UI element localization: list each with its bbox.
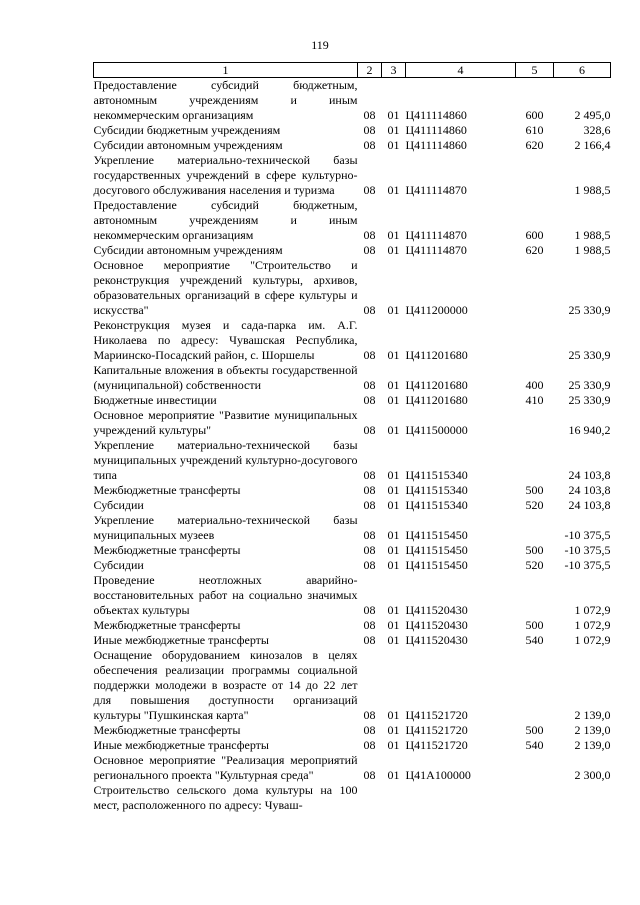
table-body (94, 78, 611, 814)
row-target-article: Ц411515340 (405, 483, 468, 497)
row-section: 08 (363, 633, 376, 647)
row-target-article: Ц411114860 (405, 108, 467, 122)
row-subsection: 01 (387, 558, 400, 572)
row-subsection: 01 (387, 303, 400, 317)
row-name: Межбюджетные трансферты (93, 543, 241, 557)
row-target-article: Ц411515450 (405, 528, 468, 542)
table-row (94, 543, 611, 558)
row-subsection: 01 (387, 603, 400, 617)
row-subsection: 01 (387, 708, 400, 722)
row-subsection: 01 (387, 183, 400, 197)
row-subsection: 01 (387, 633, 400, 647)
row-name: Оснащение оборудованием кинозалов в целях обеспечения реализации программы социальной поддержки молодежи в возрасте от 14 до 22 лет для повышения доступности организаций культуры "Пушкинская карта" (93, 648, 358, 722)
row-expense-type: 600 (525, 228, 544, 242)
row-target-article (406, 783, 516, 813)
header-col-4: 4 (406, 63, 516, 78)
row-section: 08 (363, 498, 376, 512)
row-amount: -10 375,5 (564, 528, 611, 542)
table-row (94, 318, 611, 363)
row-amount: 25 330,9 (568, 393, 611, 407)
table-row (94, 513, 611, 543)
row-section: 08 (363, 123, 376, 137)
row-amount: 24 103,8 (568, 483, 611, 497)
row-subsection: 01 (387, 423, 400, 437)
row-target-article: Ц411520430 (405, 633, 468, 647)
table-row (94, 618, 611, 633)
row-amount: 25 330,9 (568, 348, 611, 362)
table-row (94, 198, 611, 243)
row-section: 08 (363, 378, 376, 392)
row-name: Субсидии (93, 498, 144, 512)
row-expense-type (516, 258, 554, 318)
row-amount: 1 072,9 (574, 603, 611, 617)
row-name: Иные межбюджетные трансферты (93, 738, 269, 752)
row-subsection: 01 (387, 243, 400, 257)
row-name: Иные межбюджетные трансферты (93, 633, 269, 647)
row-target-article: Ц411114870 (405, 183, 467, 197)
row-target-article: Ц411515340 (405, 498, 468, 512)
row-section: 08 (363, 423, 376, 437)
row-name: Межбюджетные трансферты (93, 483, 241, 497)
row-expense-type: 540 (525, 738, 544, 752)
row-name: Субсидии автономным учреждениям (93, 138, 283, 152)
row-subsection: 01 (387, 108, 400, 122)
row-expense-type: 520 (525, 558, 544, 572)
table-row (94, 783, 611, 813)
table-row (94, 258, 611, 318)
row-subsection: 01 (387, 528, 400, 542)
row-expense-type: 610 (525, 123, 544, 137)
row-target-article: Ц411521720 (405, 723, 468, 737)
row-section: 08 (363, 483, 376, 497)
row-target-article: Ц411500000 (405, 423, 468, 437)
row-name: Укрепление материально-технической базы государственных учреждений в сфере культурно-досугового обслуживания населения и туризма (93, 153, 358, 197)
row-subsection: 01 (387, 618, 400, 632)
table-row (94, 138, 611, 153)
table-row (94, 498, 611, 513)
header-col-6: 6 (554, 63, 611, 78)
row-amount: 16 940,2 (568, 423, 611, 437)
header-col-3: 3 (382, 63, 406, 78)
row-subsection: 01 (387, 483, 400, 497)
table-row (94, 393, 611, 408)
row-amount: 24 103,8 (568, 468, 611, 482)
header-row (94, 63, 611, 78)
row-amount (554, 783, 611, 813)
row-subsection: 01 (387, 378, 400, 392)
row-section: 08 (363, 768, 376, 782)
row-expense-type: 500 (525, 483, 544, 497)
table-row (94, 123, 611, 138)
row-subsection: 01 (387, 498, 400, 512)
row-name: Основное мероприятие "Строительство и реконструкция учреждений культуры, архивов, образовательных организаций в сфере культуры и искусства" (93, 258, 358, 317)
row-target-article: Ц411521720 (405, 708, 468, 722)
table-row (94, 363, 611, 393)
row-expense-type: 410 (525, 393, 544, 407)
row-subsection: 01 (387, 123, 400, 137)
row-target-article: Ц411114860 (405, 138, 467, 152)
row-amount: 1 988,5 (574, 183, 611, 197)
header-col-1: 1 (94, 63, 358, 78)
row-name: Бюджетные инвестиции (93, 393, 217, 407)
row-section: 08 (363, 303, 376, 317)
row-name: Межбюджетные трансферты (93, 618, 241, 632)
row-name: Укрепление материально-технической базы муниципальных учреждений культурно-досугового типа (93, 438, 358, 482)
row-section: 08 (363, 558, 376, 572)
row-section (358, 783, 382, 813)
row-subsection: 01 (387, 543, 400, 557)
row-target-article: Ц411201680 (405, 348, 468, 362)
row-target-article: Ц411201680 (405, 393, 468, 407)
row-expense-type (516, 153, 554, 198)
row-target-article: Ц411515450 (405, 558, 468, 572)
row-amount: 1 988,5 (574, 228, 611, 242)
row-amount: 2 166,4 (574, 138, 611, 152)
table-row (94, 723, 611, 738)
row-amount: 2 495,0 (574, 108, 611, 122)
row-subsection: 01 (387, 138, 400, 152)
row-target-article: Ц411114870 (405, 228, 467, 242)
row-amount: 24 103,8 (568, 498, 611, 512)
header-col-5: 5 (516, 63, 554, 78)
row-amount: 2 139,0 (574, 708, 611, 722)
row-amount: 2 139,0 (574, 738, 611, 752)
row-name: Субсидии (93, 558, 144, 572)
row-expense-type: 600 (525, 108, 544, 122)
row-name: Строительство сельского дома культуры на 100 мест, расположенного по адресу: Чуваш- (93, 783, 358, 812)
row-expense-type: 500 (525, 723, 544, 737)
table-row (94, 753, 611, 783)
row-section: 08 (363, 543, 376, 557)
row-section: 08 (363, 738, 376, 752)
table-row (94, 78, 611, 124)
row-section: 08 (363, 138, 376, 152)
row-target-article: Ц411201680 (405, 378, 468, 392)
row-section: 08 (363, 228, 376, 242)
row-subsection: 01 (387, 348, 400, 362)
row-target-article: Ц41А100000 (405, 768, 471, 782)
row-name: Укрепление материально-технической базы муниципальных музеев (93, 513, 358, 542)
row-target-article: Ц411515450 (405, 543, 468, 557)
row-subsection: 01 (387, 228, 400, 242)
row-section: 08 (363, 243, 376, 257)
row-amount: -10 375,5 (564, 543, 611, 557)
row-expense-type: 520 (525, 498, 544, 512)
row-name: Основное мероприятие "Развитие муниципальных учреждений культуры" (93, 408, 358, 437)
row-expense-type (516, 783, 554, 813)
table-row (94, 633, 611, 648)
row-subsection: 01 (387, 768, 400, 782)
row-name: Субсидии автономным учреждениям (93, 243, 283, 257)
row-section: 08 (363, 603, 376, 617)
row-section: 08 (363, 393, 376, 407)
row-amount: 328,6 (583, 123, 611, 137)
row-section: 08 (363, 708, 376, 722)
row-amount: 25 330,9 (568, 303, 611, 317)
row-name: Предоставление субсидий бюджетным, автономным учреждениям и иным некоммерческим организациям (93, 198, 358, 242)
page-number: 119 (311, 38, 329, 52)
table-row (94, 648, 611, 723)
row-amount: 25 330,9 (568, 378, 611, 392)
row-name: Проведение неотложных аварийно-восстановительных работ на социально значимых объектах культуры (93, 573, 358, 617)
row-expense-type (516, 408, 554, 438)
budget-table (93, 62, 611, 813)
row-expense-type: 500 (525, 618, 544, 632)
row-target-article: Ц411114870 (405, 243, 467, 257)
row-section: 08 (363, 348, 376, 362)
table-row (94, 243, 611, 258)
table-row (94, 558, 611, 573)
header-col-2: 2 (358, 63, 382, 78)
row-name: Основное мероприятие "Реализация мероприятий регионального проекта "Культурная среда" (93, 753, 358, 782)
row-expense-type: 620 (525, 243, 544, 257)
table-row (94, 153, 611, 198)
table-row (94, 408, 611, 438)
row-amount: 2 139,0 (574, 723, 611, 737)
row-section: 08 (363, 468, 376, 482)
row-expense-type: 620 (525, 138, 544, 152)
row-target-article: Ц411520430 (405, 618, 468, 632)
row-subsection: 01 (387, 738, 400, 752)
row-expense-type (516, 438, 554, 483)
row-expense-type (516, 573, 554, 618)
row-expense-type: 500 (525, 543, 544, 557)
row-expense-type: 540 (525, 633, 544, 647)
table-row (94, 738, 611, 753)
row-expense-type: 400 (525, 378, 544, 392)
row-section: 08 (363, 108, 376, 122)
row-subsection (382, 783, 406, 813)
table-row (94, 483, 611, 498)
row-name: Реконструкция музея и сада-парка им. А.Г. Николаева по адресу: Чувашская Республика, Мариинско-Посадский район, с. Шоршелы (93, 318, 358, 362)
row-amount: 1 072,9 (574, 633, 611, 647)
row-section: 08 (363, 183, 376, 197)
row-target-article: Ц411520430 (405, 603, 468, 617)
row-expense-type (516, 513, 554, 543)
row-section: 08 (363, 618, 376, 632)
row-name: Предоставление субсидий бюджетным, автономным учреждениям и иным некоммерческим организациям (93, 78, 358, 122)
row-expense-type (516, 318, 554, 363)
row-name: Субсидии бюджетным учреждениям (93, 123, 281, 137)
row-amount: -10 375,5 (564, 558, 611, 572)
row-subsection: 01 (387, 723, 400, 737)
row-section: 08 (363, 723, 376, 737)
row-expense-type (516, 648, 554, 723)
row-target-article: Ц411114860 (405, 123, 467, 137)
row-subsection: 01 (387, 468, 400, 482)
row-name: Капитальные вложения в объекты государственной (муниципальной) собственности (93, 363, 358, 392)
row-name: Межбюджетные трансферты (93, 723, 241, 737)
row-section: 08 (363, 528, 376, 542)
row-amount: 1 988,5 (574, 243, 611, 257)
row-target-article: Ц411521720 (405, 738, 468, 752)
row-target-article: Ц411515340 (405, 468, 468, 482)
row-amount: 1 072,9 (574, 618, 611, 632)
row-amount: 2 300,0 (574, 768, 611, 782)
row-target-article: Ц411200000 (405, 303, 468, 317)
table-row (94, 573, 611, 618)
table-row (94, 438, 611, 483)
row-expense-type (516, 753, 554, 783)
row-subsection: 01 (387, 393, 400, 407)
